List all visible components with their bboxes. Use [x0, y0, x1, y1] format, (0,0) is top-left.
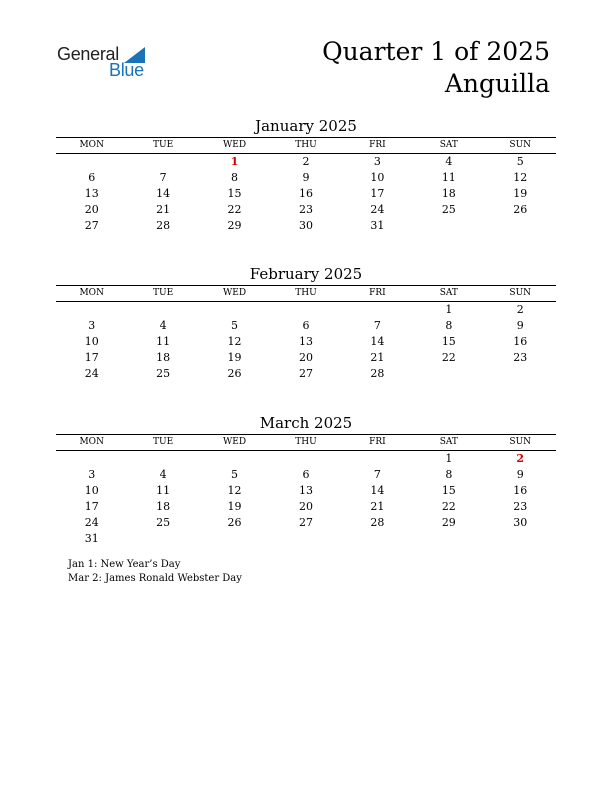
- weekday-label: FRI: [369, 437, 386, 447]
- day-cell: 10: [84, 335, 99, 348]
- day-cell: [485, 531, 556, 547]
- day-cell: 8: [445, 319, 453, 332]
- day-cell: 29: [441, 516, 456, 529]
- weekday-label: THU: [295, 140, 317, 150]
- day-cell: 12: [513, 171, 528, 184]
- day-cell: [342, 451, 413, 467]
- week-row: [56, 186, 556, 202]
- day-cell: [270, 531, 341, 547]
- day-cell: 14: [156, 187, 171, 200]
- weekday-header: [56, 285, 556, 302]
- day-cell: 20: [298, 351, 313, 364]
- day-cell: 12: [227, 335, 242, 348]
- day-cell: 25: [156, 516, 171, 529]
- day-cell: 14: [370, 335, 385, 348]
- generalblue-logo: [57, 44, 167, 84]
- day-cell: 30: [513, 516, 528, 529]
- week-row: [56, 318, 556, 334]
- day-cell: 9: [516, 319, 524, 332]
- page-subtitle: Anguilla: [444, 69, 550, 98]
- day-cell: [127, 451, 198, 467]
- day-cell: 21: [370, 500, 385, 513]
- day-cell: 10: [84, 484, 99, 497]
- day-cell: 17: [84, 351, 99, 364]
- weekday-label: TUE: [153, 140, 174, 150]
- day-cell: 18: [441, 187, 456, 200]
- day-cell: 27: [298, 367, 313, 380]
- day-cell: 14: [370, 484, 385, 497]
- week-row: [56, 366, 556, 382]
- day-cell: 13: [84, 187, 99, 200]
- day-cell: 23: [298, 203, 313, 216]
- month-title: March 2025: [259, 414, 353, 432]
- month-title: January 2025: [255, 117, 357, 135]
- day-cell: 18: [156, 351, 171, 364]
- day-cell: [485, 366, 556, 382]
- day-cell: 17: [84, 500, 99, 513]
- day-cell: [127, 302, 198, 318]
- day-cell: 27: [84, 219, 99, 232]
- day-cell: 28: [370, 516, 385, 529]
- day-cell: 23: [513, 351, 528, 364]
- holiday-note: Mar 2: James Ronald Webster Day: [68, 573, 242, 584]
- month-calendar-february: [56, 264, 556, 382]
- day-cell: 7: [373, 319, 381, 332]
- day-cell: [270, 302, 341, 318]
- weekday-label: TUE: [153, 288, 174, 298]
- weekday-header: [56, 434, 556, 451]
- day-cell: [127, 154, 198, 170]
- weekday-label: THU: [295, 437, 317, 447]
- day-cell: 8: [231, 171, 239, 184]
- week-row: [56, 467, 556, 483]
- day-cell: 24: [84, 516, 99, 529]
- weekday-header: [56, 137, 556, 154]
- week-row: [56, 170, 556, 186]
- weekday-label: FRI: [369, 140, 386, 150]
- day-cell: 29: [227, 219, 242, 232]
- day-cell: 3: [88, 319, 96, 332]
- day-cell: 22: [227, 203, 242, 216]
- day-cell: 4: [159, 319, 167, 332]
- day-cell: 27: [298, 516, 313, 529]
- day-cell: 31: [84, 532, 99, 545]
- day-cell: 16: [513, 484, 528, 497]
- holiday-notes: [68, 558, 242, 586]
- week-row: [56, 451, 556, 467]
- day-cell: [199, 302, 270, 318]
- day-cell: 19: [513, 187, 528, 200]
- day-cell: 20: [298, 500, 313, 513]
- day-cell: [485, 218, 556, 234]
- day-cell: 10: [370, 171, 385, 184]
- week-row: [56, 515, 556, 531]
- day-cell: [413, 531, 484, 547]
- day-cell: 24: [84, 367, 99, 380]
- day-cell: 15: [441, 484, 456, 497]
- day-cell: [413, 366, 484, 382]
- day-cell: 1: [445, 452, 453, 465]
- month-calendar-january: [56, 116, 556, 234]
- day-cell: 23: [513, 500, 528, 513]
- logo-word-blue: Blue: [109, 60, 144, 80]
- day-cell: 17: [370, 187, 385, 200]
- day-cell: 22: [441, 500, 456, 513]
- day-cell: [342, 302, 413, 318]
- day-cell: 3: [88, 468, 96, 481]
- day-cell: [199, 531, 270, 547]
- day-cell: 15: [441, 335, 456, 348]
- day-cell: 21: [370, 351, 385, 364]
- day-cell: 8: [445, 468, 453, 481]
- weekday-label: SAT: [439, 288, 458, 298]
- day-cell: 3: [373, 155, 381, 168]
- day-cell: 30: [298, 219, 313, 232]
- day-cell: 25: [156, 367, 171, 380]
- day-cell: [413, 218, 484, 234]
- day-cell: 15: [227, 187, 242, 200]
- weekday-label: WED: [223, 140, 247, 150]
- weekday-label: FRI: [369, 288, 386, 298]
- week-row: [56, 218, 556, 234]
- day-cell: 5: [231, 468, 239, 481]
- day-cell: [127, 531, 198, 547]
- day-cell: 26: [227, 516, 242, 529]
- day-cell: 11: [156, 335, 171, 348]
- day-cell: 1: [445, 303, 453, 316]
- day-cell: 31: [370, 219, 385, 232]
- day-cell: 22: [441, 351, 456, 364]
- holiday-day-cell: 2: [516, 452, 525, 465]
- weekday-label: SUN: [509, 288, 532, 298]
- day-cell: 24: [370, 203, 385, 216]
- week-row: [56, 350, 556, 366]
- day-cell: 9: [302, 171, 310, 184]
- weekday-label: WED: [223, 437, 247, 447]
- day-cell: 28: [370, 367, 385, 380]
- weekday-label: SUN: [509, 140, 532, 150]
- weekday-label: WED: [223, 288, 247, 298]
- day-cell: 18: [156, 500, 171, 513]
- day-cell: 5: [231, 319, 239, 332]
- week-row: [56, 302, 556, 318]
- day-cell: [56, 154, 127, 170]
- day-cell: 11: [156, 484, 171, 497]
- holiday-note: Jan 1: New Year’s Day: [68, 559, 181, 570]
- weekday-label: MON: [79, 437, 104, 447]
- day-cell: [56, 302, 127, 318]
- weekday-label: MON: [79, 288, 104, 298]
- week-row: [56, 483, 556, 499]
- day-cell: 16: [513, 335, 528, 348]
- week-row: [56, 499, 556, 515]
- day-cell: 19: [227, 351, 242, 364]
- day-cell: 21: [156, 203, 171, 216]
- day-cell: [56, 451, 127, 467]
- day-cell: 20: [84, 203, 99, 216]
- day-cell: 4: [445, 155, 453, 168]
- day-cell: 13: [298, 335, 313, 348]
- day-cell: 4: [159, 468, 167, 481]
- day-cell: 7: [159, 171, 167, 184]
- weekday-label: TUE: [153, 437, 174, 447]
- day-cell: 16: [298, 187, 313, 200]
- day-cell: 26: [227, 367, 242, 380]
- week-row: [56, 154, 556, 170]
- day-cell: 25: [441, 203, 456, 216]
- day-cell: 6: [302, 319, 310, 332]
- week-row: [56, 202, 556, 218]
- week-row: [56, 334, 556, 350]
- day-cell: 13: [298, 484, 313, 497]
- month-calendar-march: [56, 413, 556, 547]
- day-cell: 7: [373, 468, 381, 481]
- day-cell: 9: [516, 468, 524, 481]
- weekday-label: THU: [295, 288, 317, 298]
- weekday-label: SAT: [439, 140, 458, 150]
- weekday-label: SUN: [509, 437, 532, 447]
- page-title: Quarter 1 of 2025: [322, 37, 550, 66]
- month-title: February 2025: [249, 265, 363, 283]
- day-cell: 6: [302, 468, 310, 481]
- holiday-day-cell: 1: [230, 155, 239, 168]
- day-cell: 11: [441, 171, 456, 184]
- week-row: [56, 531, 556, 547]
- day-cell: 26: [513, 203, 528, 216]
- day-cell: 19: [227, 500, 242, 513]
- day-cell: [270, 451, 341, 467]
- day-cell: [199, 451, 270, 467]
- day-cell: 2: [302, 155, 310, 168]
- weekday-label: MON: [79, 140, 104, 150]
- day-cell: 28: [156, 219, 171, 232]
- logo-word-general: General: [57, 44, 119, 64]
- day-cell: 12: [227, 484, 242, 497]
- day-cell: 6: [88, 171, 96, 184]
- day-cell: 2: [516, 303, 524, 316]
- day-cell: [342, 531, 413, 547]
- weekday-label: SAT: [439, 437, 458, 447]
- day-cell: 5: [516, 155, 524, 168]
